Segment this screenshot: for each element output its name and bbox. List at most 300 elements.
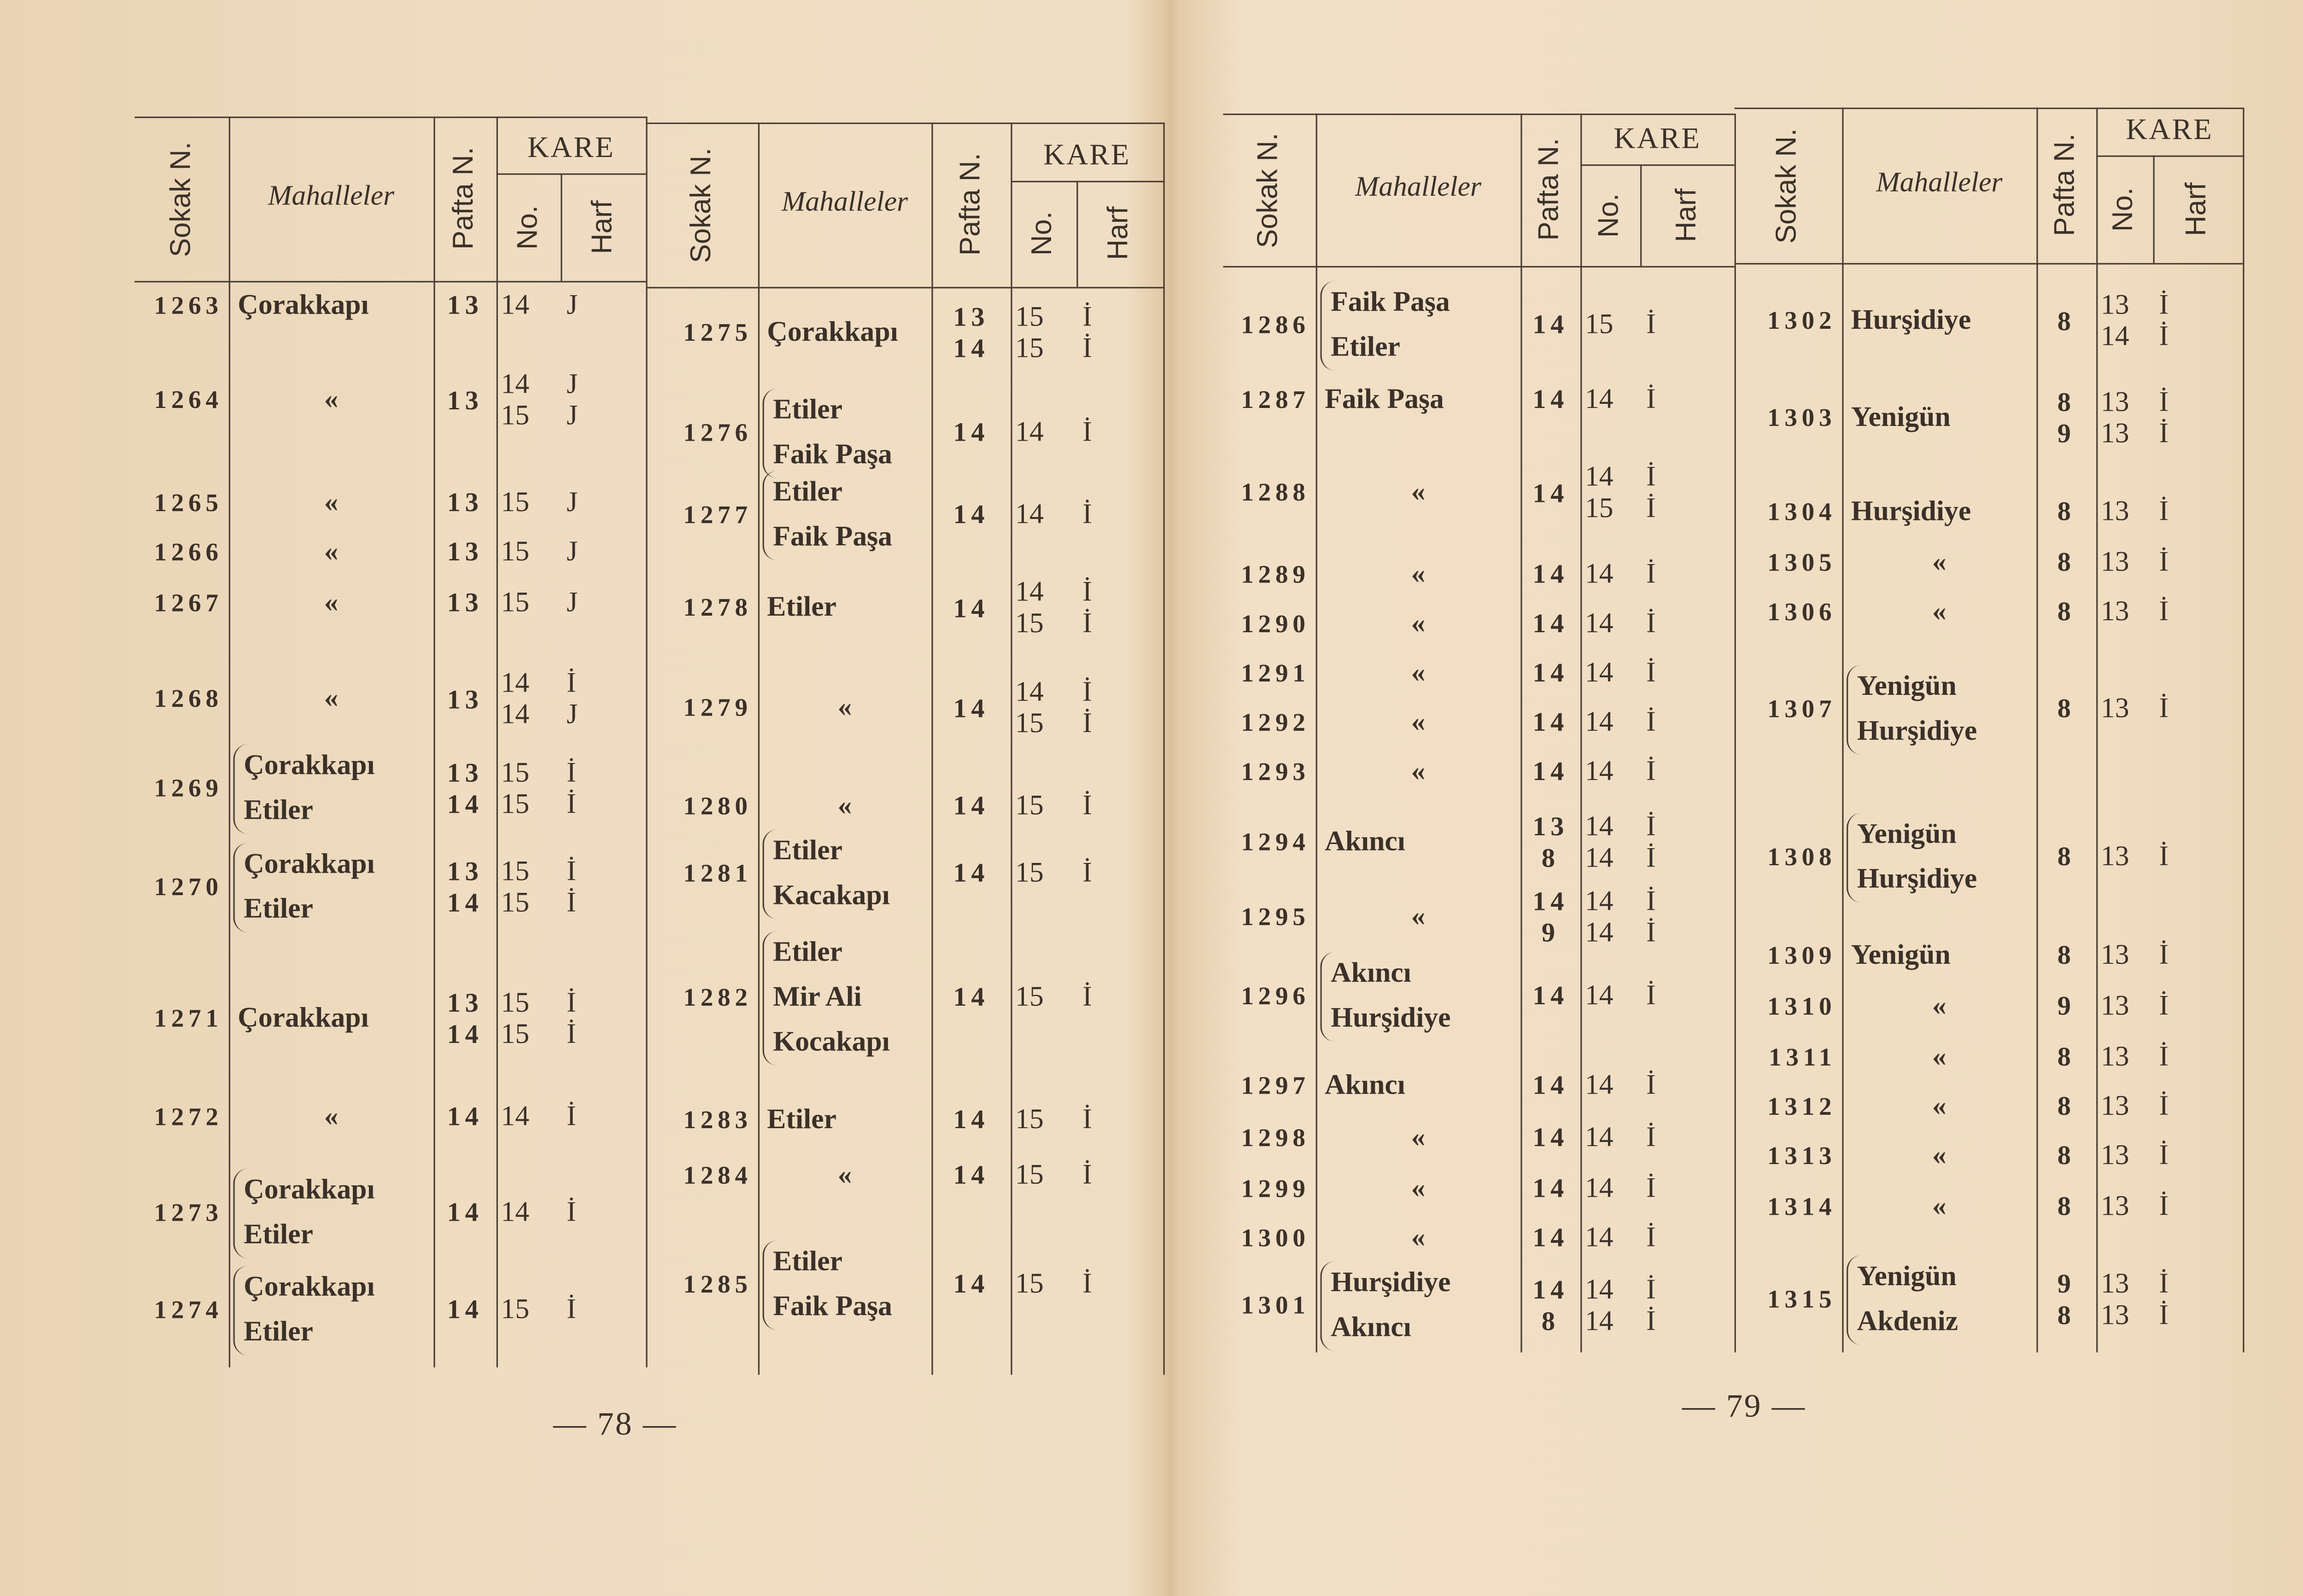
line-neighborhood: Hurşidiye [1851, 496, 1971, 528]
kare-no [497, 369, 561, 432]
line-kare-harf: İ [1646, 811, 1656, 843]
kare-harf [561, 1198, 646, 1229]
line-kare-harf: İ [567, 988, 576, 1019]
kare-harf [1076, 1270, 1163, 1301]
neighborhood [1842, 490, 2036, 535]
table-row [1735, 1177, 2243, 1238]
kare-harf [1076, 418, 1163, 449]
line-neighborhood: Çorakkapı [244, 1174, 375, 1206]
line-neighborhood: « [1411, 608, 1426, 640]
line-neighborhood: « [1411, 657, 1426, 689]
kare-harf [561, 488, 646, 519]
neighborhood [1842, 1085, 2036, 1130]
street-number: 1306 [1767, 598, 1836, 626]
kare-harf [1640, 1071, 1735, 1102]
line-kare-harf: İ [1646, 886, 1656, 918]
line-neighborhood: Hurşidiye [1857, 863, 1977, 895]
line-neighborhood: « [324, 1101, 339, 1133]
line-kare-harf: İ [567, 757, 576, 789]
neighborhood [1842, 1185, 2036, 1229]
line-neighborhood: Faik Paşa [1331, 287, 1450, 319]
neighborhood [1842, 934, 2036, 979]
kare-no [1011, 418, 1076, 449]
line-neighborhood: Akdeniz [1857, 1306, 1958, 1338]
line-kare-harf: İ [1646, 843, 1656, 874]
line-pafta-number: 14 [447, 887, 483, 918]
kare-no [2096, 842, 2153, 874]
neighborhood [758, 1153, 932, 1198]
line-kare-harf: İ [567, 856, 576, 888]
kare-no [1580, 658, 1640, 690]
header-pafta: Pafta N. [1534, 138, 1566, 241]
line-pafta-number: 14 [1532, 1223, 1569, 1253]
neighborhood [233, 1169, 433, 1258]
table-row [646, 670, 1163, 747]
line-pafta-number: 14 [1532, 310, 1569, 340]
line-kare-no: 14 [1584, 843, 1613, 874]
pafta-number [433, 588, 496, 619]
line-pafta-number: 14 [1532, 658, 1569, 688]
table-row [1223, 370, 1734, 431]
line-kare-harf: İ [2159, 694, 2169, 726]
street-number: 1313 [1767, 1142, 1836, 1171]
kare-no [1011, 302, 1076, 365]
line-kare-harf: İ [1646, 707, 1656, 739]
kare-harf [2153, 1092, 2243, 1123]
line-neighborhood: « [1411, 706, 1426, 739]
kare-no [497, 1198, 561, 1229]
kare-harf [561, 537, 646, 569]
pafta-number [433, 488, 496, 519]
neighborhood [1316, 1167, 1521, 1212]
line-kare-harf: İ [567, 1295, 576, 1327]
neighborhood [758, 686, 932, 731]
line-kare-harf: İ [1082, 982, 1092, 1014]
kare-harf [2153, 1043, 2243, 1074]
neighborhood [763, 931, 932, 1066]
line-pafta-number: 9 [2057, 991, 2075, 1022]
street-number: 1297 [1241, 1071, 1310, 1100]
kare-no [1580, 1123, 1640, 1154]
line-neighborhood: Çorakkapı [244, 750, 375, 782]
kare-no [1011, 1105, 1076, 1136]
neighborhood [1316, 1064, 1521, 1109]
street-number: 1283 [683, 1106, 752, 1135]
line-pafta-number: 14 [1532, 1071, 1569, 1101]
line-pafta-number: 8 [2057, 597, 2075, 627]
line-kare-no: 15 [1015, 708, 1044, 740]
line-pafta-number: 8 [2057, 1192, 2075, 1222]
line-pafta-number: 14 [1532, 757, 1569, 787]
line-kare-no: 15 [1015, 1160, 1044, 1192]
line-neighborhood: Çorakkapı [238, 290, 369, 321]
line-neighborhood: Faik Paşa [773, 439, 893, 471]
line-kare-harf: İ [2159, 1141, 2169, 1172]
line-kare-no: 13 [2100, 548, 2129, 579]
header-harf: Harf [2181, 182, 2213, 236]
kare-no [1580, 886, 1640, 949]
line-kare-harf: İ [1646, 559, 1656, 591]
line-neighborhood: « [837, 692, 852, 723]
header-kare: KARE [527, 131, 615, 164]
table-row [134, 361, 646, 439]
line-neighborhood: « [1411, 1173, 1426, 1205]
neighborhood [1316, 821, 1521, 865]
pafta-number [931, 302, 1011, 365]
line-kare-harf: İ [2159, 1192, 2169, 1223]
line-neighborhood: « [1411, 1222, 1426, 1254]
line-pafta-number: 14 [953, 693, 989, 723]
street-number: 1303 [1767, 403, 1836, 432]
street-number: 1295 [1241, 903, 1310, 931]
line-pafta-number: 13 [447, 757, 483, 788]
kare-no [2096, 1092, 2153, 1123]
pafta-number [1520, 1275, 1580, 1337]
kare-harf [1640, 811, 1735, 874]
line-kare-no: 14 [1584, 707, 1613, 739]
neighborhood [763, 1241, 932, 1330]
line-kare-harf: İ [1082, 1160, 1092, 1192]
kare-no [497, 757, 561, 820]
table-row [1223, 804, 1734, 882]
kare-no [2096, 941, 2153, 972]
neighborhood [1316, 750, 1521, 795]
street-number: 1284 [683, 1161, 752, 1190]
pafta-number [1520, 310, 1580, 341]
line-kare-harf: J [567, 537, 578, 569]
kare-no [2096, 497, 2153, 528]
pafta-number [931, 983, 1011, 1014]
street-number: 1263 [154, 291, 223, 320]
line-kare-harf: İ [1082, 858, 1092, 890]
line-kare-harf: İ [567, 1102, 576, 1134]
rule-line [1223, 266, 1734, 268]
street-number: 1270 [154, 873, 223, 901]
table-row [134, 660, 646, 738]
neighborhood [229, 677, 434, 722]
line-kare-no: 13 [2100, 1042, 2129, 1074]
pafta-number [2036, 1043, 2096, 1074]
line-pafta-number: 8 [2057, 842, 2075, 872]
line-neighborhood: Hurşidiye [1331, 1267, 1451, 1299]
line-kare-harf: İ [2159, 418, 2169, 450]
line-kare-no: 14 [2100, 321, 2129, 353]
line-pafta-number: 14 [447, 789, 483, 819]
line-neighborhood: Akıncı [1331, 1312, 1411, 1344]
street-number: 1285 [683, 1270, 752, 1299]
kare-no [1580, 385, 1640, 416]
table-row [1223, 1253, 1734, 1359]
line-kare-no: 13 [2100, 940, 2129, 973]
line-kare-harf: İ [1646, 310, 1656, 342]
line-pafta-number: 8 [2057, 940, 2075, 971]
line-pafta-number: 14 [953, 500, 989, 530]
line-neighborhood: Etiler [767, 592, 837, 623]
line-kare-harf: İ [2159, 991, 2169, 1023]
line-neighborhood: Akıncı [1325, 1070, 1405, 1101]
pafta-number [1520, 1174, 1580, 1205]
neighborhood [233, 843, 433, 932]
kare-no [497, 537, 561, 569]
pafta-number [433, 988, 496, 1050]
pafta-number [2036, 694, 2096, 725]
pafta-number [2036, 1269, 2096, 1331]
line-neighborhood: Etiler [244, 1316, 313, 1348]
line-kare-harf: J [567, 488, 578, 519]
table-row [134, 980, 646, 1058]
line-kare-no: 15 [501, 1019, 530, 1051]
line-pafta-number: 14 [1532, 1275, 1569, 1305]
table-row [646, 294, 1163, 372]
line-kare-no: 15 [1015, 333, 1044, 365]
pafta-number [433, 1198, 496, 1229]
kare-harf [2153, 548, 2243, 579]
line-kare-harf: İ [1646, 609, 1656, 641]
neighborhood [233, 744, 433, 834]
pafta-number [1520, 811, 1580, 874]
kare-harf [561, 856, 646, 919]
neighborhood [1316, 602, 1521, 647]
line-neighborhood: Faik Paşa [773, 1291, 893, 1323]
line-kare-no: 14 [1015, 500, 1044, 531]
street-number: 1310 [1767, 992, 1836, 1021]
street-number: 1307 [1767, 695, 1836, 723]
rule-line [1011, 181, 1163, 182]
line-kare-no: 15 [1015, 608, 1044, 640]
pafta-number [2036, 597, 2096, 628]
pafta-number [1520, 1123, 1580, 1154]
line-kare-harf: J [567, 699, 578, 731]
line-neighborhood: « [324, 384, 339, 416]
line-kare-harf: İ [1646, 493, 1656, 525]
street-number: 1298 [1241, 1124, 1310, 1153]
pafta-number [1520, 385, 1580, 416]
table-row [134, 736, 646, 842]
street-number: 1290 [1241, 610, 1310, 638]
table-row [646, 1232, 1163, 1338]
line-kare-harf: İ [1082, 302, 1092, 333]
line-kare-no: 15 [1015, 858, 1044, 890]
table-row [646, 1090, 1163, 1151]
line-kare-no: 13 [2100, 290, 2129, 321]
line-pafta-number: 14 [953, 982, 989, 1013]
line-kare-no: 15 [501, 400, 530, 432]
table-row [1223, 1056, 1734, 1117]
table-row [1223, 742, 1734, 803]
header-harf: Harf [1103, 207, 1135, 261]
table-row [1735, 582, 2243, 643]
line-neighborhood: « [324, 683, 339, 715]
neighborhood [233, 1266, 433, 1356]
kare-no [1580, 708, 1640, 739]
pafta-number [433, 1295, 496, 1326]
line-kare-harf: İ [1646, 1174, 1656, 1206]
kare-no [2096, 1269, 2153, 1331]
header-sokak: Sokak N. [685, 147, 717, 262]
line-pafta-number: 9 [2057, 418, 2075, 449]
line-neighborhood: Hurşidiye [1857, 716, 1977, 747]
line-kare-no: 13 [2100, 1192, 2129, 1223]
kare-harf [1640, 559, 1735, 591]
line-kare-no: 14 [1015, 418, 1044, 449]
kare-no [1580, 1071, 1640, 1102]
line-kare-harf: İ [1082, 333, 1092, 365]
kare-no [497, 1102, 561, 1133]
kare-no [1011, 983, 1076, 1014]
line-pafta-number: 8 [2057, 305, 2075, 336]
line-kare-harf: İ [1646, 1275, 1656, 1306]
pafta-number [2036, 1141, 2096, 1172]
kare-harf [1640, 1275, 1735, 1337]
pafta-number [931, 791, 1011, 822]
line-kare-harf: İ [2159, 497, 2169, 529]
kare-harf [561, 291, 646, 322]
line-pafta-number: 14 [1532, 559, 1569, 590]
neighborhood [229, 581, 434, 626]
header-pafta: Pafta N. [2050, 134, 2081, 237]
table-row [1735, 379, 2243, 457]
line-kare-no: 15 [1015, 302, 1044, 333]
line-kare-harf: İ [567, 1198, 576, 1229]
line-pafta-number: 14 [1532, 477, 1569, 507]
kare-no [497, 668, 561, 731]
header-kare: KARE [2126, 113, 2214, 147]
street-number: 1299 [1241, 1174, 1310, 1203]
line-kare-no: 15 [501, 588, 530, 620]
kare-harf [1640, 886, 1735, 949]
header-kare: KARE [1613, 122, 1701, 156]
street-number: 1312 [1767, 1092, 1836, 1121]
line-neighborhood: « [1932, 547, 1946, 578]
kare-no [497, 1295, 561, 1326]
line-kare-harf: İ [567, 887, 576, 919]
line-neighborhood: « [837, 790, 852, 822]
line-pafta-number: 9 [2057, 1269, 2075, 1299]
table-row [1735, 282, 2243, 360]
line-neighborhood: « [1411, 1122, 1426, 1154]
kare-harf [2153, 991, 2243, 1023]
kare-no [1011, 1160, 1076, 1192]
line-kare-harf: İ [1646, 658, 1656, 690]
rule-line [134, 116, 646, 118]
kare-harf [1076, 677, 1163, 740]
line-neighborhood: Etiler [244, 795, 313, 827]
street-number: 1287 [1241, 385, 1310, 414]
neighborhood [1842, 590, 2036, 635]
line-kare-harf: İ [2159, 387, 2169, 419]
header-sokak: Sokak N. [165, 141, 197, 256]
pafta-number [433, 684, 496, 715]
kare-harf [1076, 1160, 1163, 1192]
line-kare-harf: İ [2159, 548, 2169, 579]
table-row [646, 1146, 1163, 1206]
table-row [1735, 657, 2243, 763]
line-neighborhood: Yenigün [1851, 402, 1951, 434]
kare-harf [2153, 387, 2243, 450]
kare-harf [2153, 694, 2243, 725]
street-number: 1269 [154, 774, 223, 803]
line-pafta-number: 8 [2057, 694, 2075, 724]
pafta-number [1520, 708, 1580, 739]
line-neighborhood: Yenigün [1851, 940, 1951, 972]
line-kare-harf: İ [2159, 290, 2169, 321]
line-kare-no: 14 [1584, 1223, 1613, 1255]
line-kare-harf: İ [2159, 321, 2169, 353]
neighborhood [1842, 299, 2036, 344]
pafta-number [931, 1105, 1011, 1136]
line-kare-harf: İ [567, 789, 576, 821]
header-harf: Harf [587, 200, 619, 254]
kare-harf [2153, 842, 2243, 874]
header-kare: KARE [1043, 139, 1131, 172]
street-number: 1308 [1767, 843, 1836, 871]
neighborhood [229, 1095, 434, 1140]
header-no: No. [1594, 193, 1625, 238]
kare-harf [1640, 1223, 1735, 1254]
table-row [1735, 1247, 2243, 1353]
line-pafta-number: 13 [447, 988, 483, 1018]
kare-harf [1076, 983, 1163, 1014]
kare-no [497, 856, 561, 919]
table-row [134, 1160, 646, 1266]
line-pafta-number: 14 [953, 858, 989, 889]
kare-no [1580, 1174, 1640, 1205]
header-sokak: Sokak N. [1253, 132, 1285, 248]
table-row [1223, 454, 1734, 532]
line-pafta-number: 14 [1532, 384, 1569, 415]
line-neighborhood: Akıncı [1331, 958, 1411, 990]
line-kare-no: 14 [1584, 811, 1613, 843]
line-kare-no: 15 [1584, 310, 1613, 342]
line-neighborhood: Hurşidiye [1851, 305, 1971, 337]
line-pafta-number: 13 [447, 291, 483, 321]
street-number: 1296 [1241, 982, 1310, 1010]
line-neighborhood: Etiler [244, 1219, 313, 1251]
kare-harf [561, 988, 646, 1050]
line-kare-no: 14 [1584, 658, 1613, 690]
table-row [646, 569, 1163, 647]
line-kare-harf: İ [1646, 384, 1656, 416]
kare-harf [561, 588, 646, 619]
kare-no [2096, 548, 2153, 579]
line-kare-no: 14 [501, 291, 530, 322]
line-kare-harf: İ [1646, 461, 1656, 493]
line-kare-harf: İ [567, 668, 576, 699]
pafta-number [1520, 559, 1580, 591]
kare-harf [1640, 1174, 1735, 1205]
street-number: 1300 [1241, 1223, 1310, 1252]
kare-no [1580, 609, 1640, 640]
line-neighborhood: Etiler [773, 477, 843, 508]
street-number: 1309 [1767, 941, 1836, 970]
line-kare-no: 13 [2100, 597, 2129, 629]
kare-no [1011, 1270, 1076, 1301]
line-kare-harf: İ [2159, 940, 2169, 973]
pafta-number [931, 500, 1011, 531]
header-pafta: Pafta N. [954, 153, 986, 256]
line-pafta-number: 8 [2057, 1042, 2075, 1072]
column-divider [1076, 181, 1078, 287]
street-number: 1315 [1767, 1285, 1836, 1314]
kare-no [2096, 1192, 2153, 1223]
street-number: 1271 [154, 1004, 223, 1033]
line-pafta-number: 8 [2057, 387, 2075, 417]
kare-no [1580, 1223, 1640, 1254]
street-number: 1273 [154, 1198, 223, 1227]
neighborhood [1847, 1255, 2036, 1345]
neighborhood [1316, 471, 1521, 515]
line-kare-no: 15 [501, 988, 530, 1019]
